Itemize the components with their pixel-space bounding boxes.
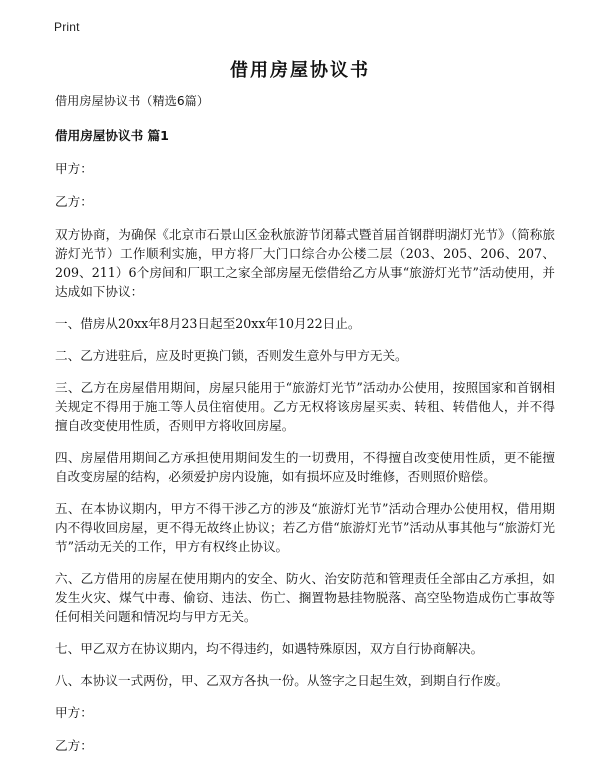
clause-1: 一、借房从20xx年8月23日起至20xx年10月22日止。 [55,316,361,331]
party-b-label: 乙方： [55,194,93,209]
section-heading: 借用房屋协议书 篇1 [55,128,169,143]
preamble-paragraph: 双方协商，为确保《北京市石景山区金秋旅游节闭幕式暨首届首钢群明湖灯光节》（简称旅游灯光节）工作顺利实施，甲方将厂大门口综合办公楼二层（203、205、206、207、209、211）6个房间和厂职工之家全部房屋无偿借给乙方从事“旅游灯光节”活动使用，并达成如下协议： [55,227,555,299]
clause-3: 三、乙方在房屋借用期间，房屋只能用于“旅游灯光节”活动办公使用，按照国家和首钢相关规定不得用于施工等人员住宿使用。乙方无权将该房屋买卖、转租、转借他人，并不得擅自改变使用性质，否则甲方将收回房屋。 [55,380,555,433]
clause-4: 四、房屋借用期间乙方承担使用期间发生的一切费用，不得擅自改变使用性质，更不能擅自改变房屋的结构，必须爱护房内设施，如有损坏应及时维修，否则照价赔偿。 [55,450,555,484]
clause-8: 八、本协议一式两份，甲、乙双方各执一份。从签字之日起生效，到期自行作废。 [55,673,509,688]
clause-7: 七、甲乙双方在协议期内，均不得违约，如遇特殊原因，双方自行协商解决。 [55,641,484,656]
party-a-label: 甲方： [55,161,93,176]
clause-2: 二、乙方进驻后，应及时更换门锁，否则发生意外与甲方无关。 [55,348,408,363]
document-body [55,92,555,769]
signature-party-a: 甲方： [55,705,93,720]
signature-party-b: 乙方： [55,738,93,753]
clause-6: 六、乙方借用的房屋在使用期内的安全、防火、治安防范和管理责任全部由乙方承担，如发生火灾、煤气中毒、偷窃、违法、伤亡、搁置物悬挂物脱落、高空坠物造成伤亡事故等任何相关问题和情况均与甲方无关。 [55,571,555,624]
document-subtitle: 借用房屋协议书（精选6篇） [55,94,210,108]
document-title: 借用房屋协议书 [230,60,370,81]
clause-5: 五、在本协议期内，甲方不得干涉乙方的涉及“旅游灯光节”活动合理办公使用权，借用期内不得收回房屋，更不得无故终止协议；若乙方借“旅游灯光节”活动从事其他与“旅游灯光节”活动无关的工作，甲方有权终止协议。 [55,501,555,554]
print-link[interactable]: Print [54,20,80,34]
